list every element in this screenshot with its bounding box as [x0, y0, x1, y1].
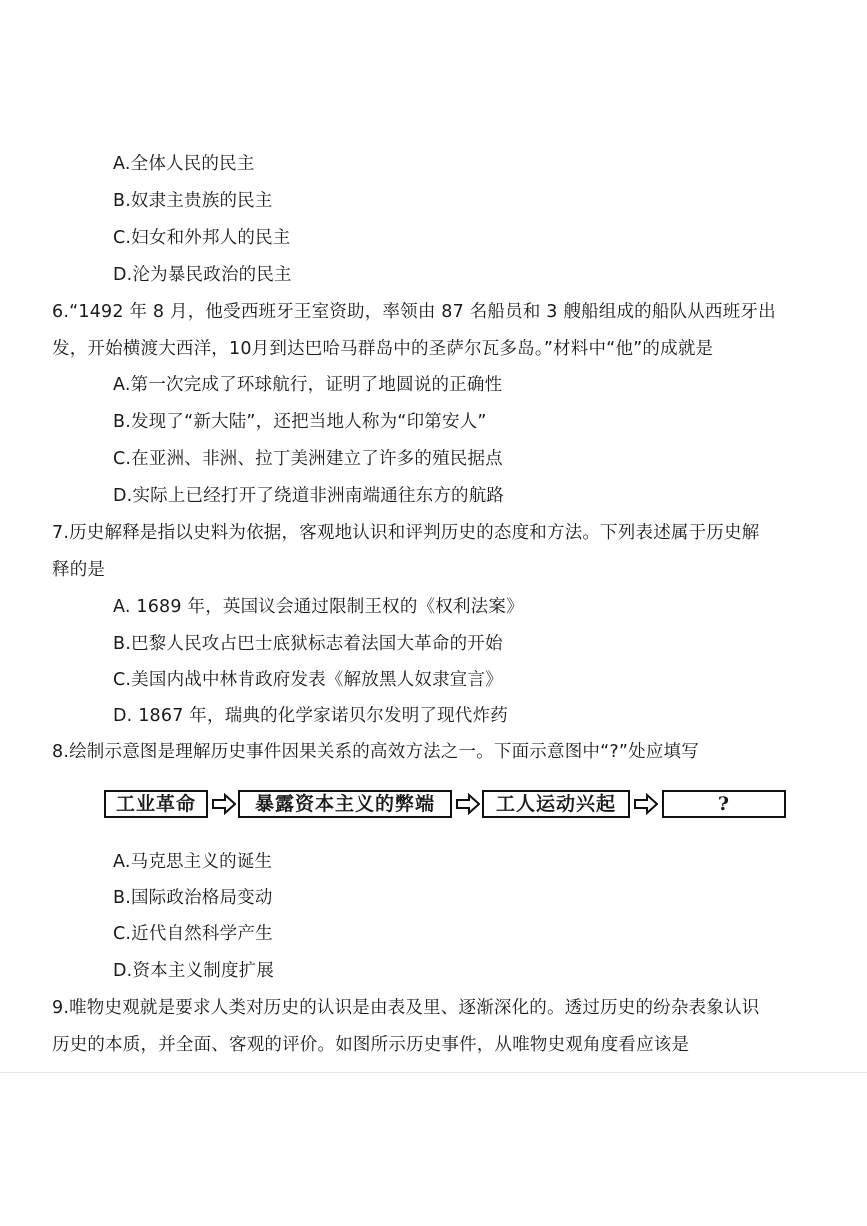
q6-option-a: A.第一次完成了环球航行，证明了地圆说的正确性	[113, 375, 503, 395]
q6-stem-line2: 发，开始横渡大西洋，10月到达巴哈马群岛中的圣萨尔瓦多岛。”材料中“他”的成就是	[52, 339, 714, 359]
q7-option-c: C.美国内战中林肯政府发表《解放黑人奴隶宣言》	[113, 670, 503, 690]
q5-option-d: D.沦为暴民政治的民主	[113, 265, 292, 285]
q8-option-a: A.马克思主义的诞生	[113, 852, 273, 872]
flow-box-industrial-revolution: 工业革命	[104, 790, 208, 818]
q8-option-d: D.资本主义制度扩展	[113, 961, 275, 981]
q6-stem-line1: 6.“1492 年 8 月，他受西班牙王室资助，率领由 87 名船员和 3 艘船组成的船队从西班牙出	[52, 302, 776, 322]
q5-option-b: B.奴隶主贵族的民主	[113, 191, 273, 211]
q9-stem-line1: 9.唯物史观就是要求人类对历史的认识是由表及里、逐渐深化的。透过历史的纷杂表象认识	[52, 998, 760, 1018]
q9-stem-line2: 历史的本质，并全面、客观的评价。如图所示历史事件，从唯物史观角度看应该是	[52, 1035, 690, 1055]
q7-option-d: D. 1867 年，瑞典的化学家诺贝尔发明了现代炸药	[113, 706, 508, 726]
flow-arrow-icon	[456, 793, 480, 815]
q6-option-d: D.实际上已经打开了绕道非洲南端通往东方的航路	[113, 486, 505, 506]
q7-stem-line2: 释的是	[52, 560, 106, 580]
q8-stem: 8.绘制示意图是理解历史事件因果关系的高效方法之一。下面示意图中“?”处应填写	[52, 742, 699, 762]
flow-box-workers-movement: 工人运动兴起	[482, 790, 630, 818]
q8-option-b: B.国际政治格局变动	[113, 888, 273, 908]
flow-box-expose-capitalism: 暴露资本主义的弊端	[238, 790, 452, 818]
q7-stem-line1: 7.历史解释是指以史料为依据，客观地认识和评判历史的态度和方法。下列表述属于历史解	[52, 523, 760, 543]
flow-arrow-icon	[212, 793, 236, 815]
q5-option-c: C.妇女和外邦人的民主	[113, 228, 291, 248]
q6-option-b: B.发现了“新大陆”，还把当地人称为“印第安人”	[113, 412, 487, 432]
q8-option-c: C.近代自然科学产生	[113, 924, 273, 944]
page-divider	[0, 1072, 867, 1073]
q7-option-b: B.巴黎人民攻占巴士底狱标志着法国大革命的开始	[113, 634, 503, 654]
flow-box-question-mark: ?	[662, 790, 786, 818]
q5-option-a: A.全体人民的民主	[113, 154, 255, 174]
flow-arrow-icon	[634, 793, 658, 815]
q7-option-a: A. 1689 年，英国议会通过限制王权的《权利法案》	[113, 597, 524, 617]
q6-option-c: C.在亚洲、非洲、拉丁美洲建立了许多的殖民据点	[113, 449, 503, 469]
